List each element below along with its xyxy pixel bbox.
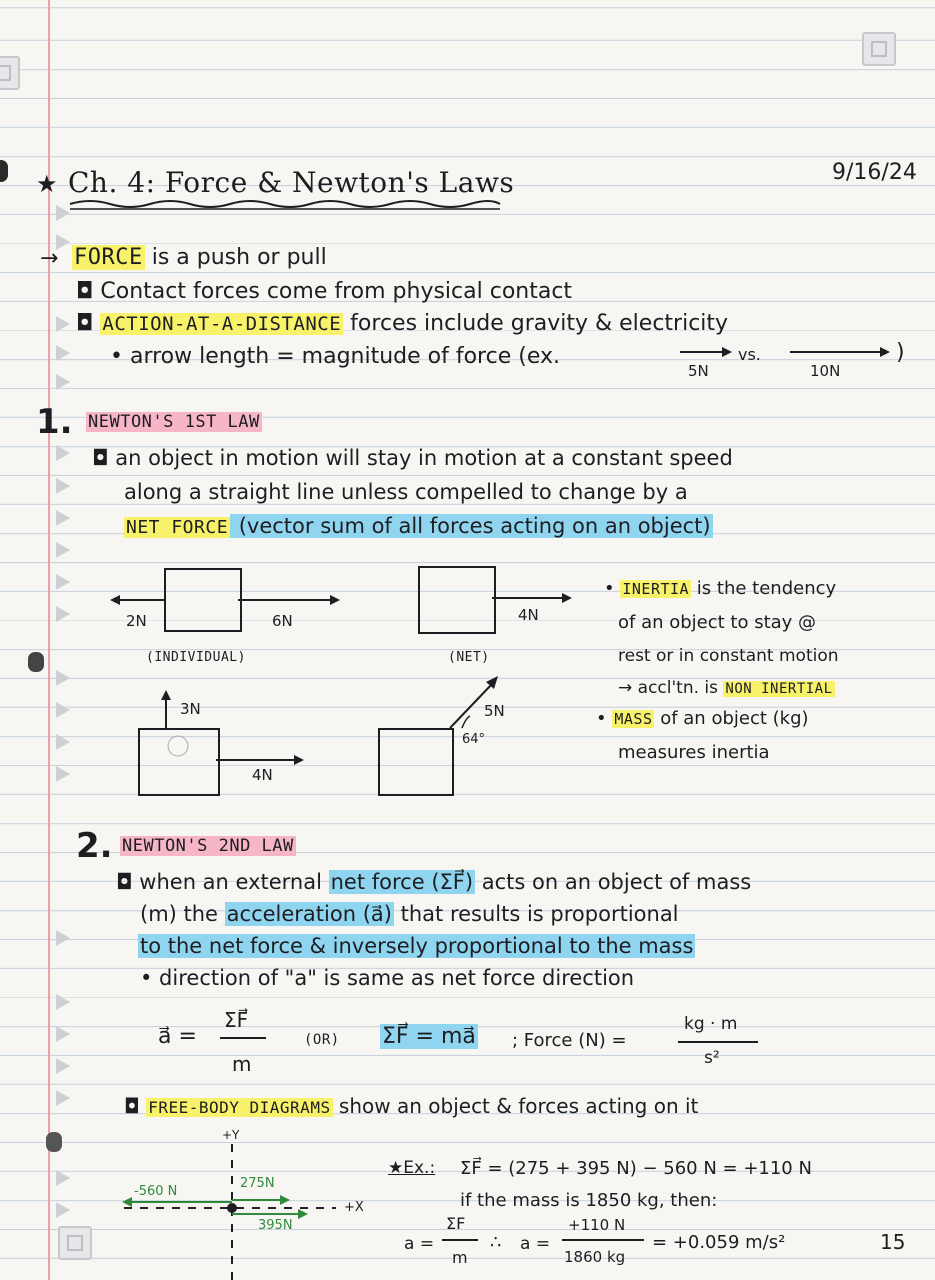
net-force-definition: (vector sum of all forces acting on an object) [232, 514, 711, 538]
arrow-icon: → [40, 246, 59, 271]
force-label-275: 275N [240, 1176, 275, 1191]
mass-definition: of an object (kg) [654, 708, 809, 729]
inertia-definition: is the tendency [691, 578, 837, 599]
example-result: = +0.059 m/s² [652, 1232, 786, 1253]
example-line1: ΣF⃗ = (275 + 395 N) − 560 N = +110 N [460, 1158, 812, 1179]
force-label-6n: 6N [272, 612, 293, 630]
example-label: ★Ex.: [388, 1158, 436, 1178]
force-label-2n: 2N [126, 612, 147, 630]
angle-label-64: 64° [462, 732, 486, 747]
section-number-2: 2. [76, 826, 113, 866]
arrow-length-bullet: • arrow length = magnitude of force (ex. [110, 344, 560, 369]
net-force-term: net force (ΣF⃗) [330, 870, 474, 894]
star-icon: ★ [36, 170, 58, 198]
force-term: FORCE [74, 245, 143, 270]
force-units-numerator: kg · m [684, 1014, 738, 1034]
checkbox-icon: ◘ [124, 1094, 140, 1118]
section-number-1: 1. [36, 402, 73, 442]
example-a2-lhs: a = [520, 1234, 551, 1254]
net-caption: (NET) [448, 650, 490, 665]
example-a2-denominator: 1860 kg [564, 1248, 626, 1266]
law1-heading-text: NEWTON'S 1ST LAW [88, 412, 260, 432]
equation-alt-text: ΣF⃗ = ma⃗ [382, 1024, 476, 1049]
bullet-icon: • [596, 708, 607, 729]
force-units-denominator: s² [704, 1048, 720, 1068]
law2-line2-pre: (m) the [140, 902, 225, 926]
law2-line1-pre: ◘ when an external [116, 870, 329, 894]
page-number: 15 [880, 1230, 906, 1254]
fbd-definition: show an object & forces acting on it [332, 1094, 699, 1118]
page-title: Ch. 4: Force & Newton's Laws [68, 166, 515, 199]
example-a-lhs: a = [404, 1234, 435, 1254]
law2-line2-rest: that results is proportional [393, 902, 679, 926]
law1-line1: ◘ an object in motion will stay in motion at a constant speed [92, 446, 733, 470]
force-label-5n: 5N [484, 702, 505, 720]
date-label: 9/16/24 [832, 160, 917, 185]
force-label-minus-560: -560 N [134, 1184, 178, 1199]
inertia-term: INERTIA [622, 580, 690, 598]
law1-line2: along a straight line unless compelled to change by a [124, 480, 688, 504]
force-units-label: ; Force (N) = [512, 1030, 627, 1051]
acceleration-term: acceleration (a⃗) [226, 902, 392, 926]
vs-label: vs. [738, 345, 761, 364]
law2-line4: • direction of "a" is same as net force direction [140, 966, 635, 990]
example-label-10n: 10N [810, 362, 841, 380]
example-a-denominator: m [452, 1248, 468, 1267]
force-label-395: 395N [258, 1218, 293, 1233]
net-force-term: NET FORCE [126, 517, 229, 538]
law2-line3-text: to the net force & inversely proportional to the mass [140, 934, 694, 958]
law2-heading-text: NEWTON'S 2ND LAW [122, 836, 294, 856]
action-at-distance-term: ACTION-AT-A-DISTANCE [102, 313, 342, 335]
axis-y-label: +Y [222, 1128, 240, 1142]
law2-line1-rest: acts on an object of mass [475, 870, 752, 894]
equation-a-numerator: ΣF⃗ [224, 1008, 249, 1032]
or-label: (OR) [304, 1032, 340, 1048]
force-label-3n: 3N [180, 700, 201, 718]
example-a2-numerator: +110 N [568, 1216, 626, 1234]
fbd-term: FREE-BODY DIAGRAMS [148, 1098, 331, 1117]
individual-caption: (INDIVIDUAL) [146, 650, 246, 665]
mass-term: MASS [614, 710, 653, 728]
force-label-4n: 4N [252, 766, 273, 784]
checkbox-icon: ◘ [76, 311, 94, 336]
axis-x-label: +X [344, 1200, 364, 1215]
close-paren: ) [896, 340, 905, 365]
example-a-numerator: ΣF [446, 1214, 466, 1233]
inertia-line3: rest or in constant motion [618, 646, 839, 666]
equation-a-lhs: a⃗ = [158, 1024, 197, 1049]
force-label-4n-net: 4N [518, 606, 539, 624]
non-inertial-term: NON INERTIAL [725, 681, 833, 697]
bullet-icon: • [604, 578, 615, 599]
force-definition: is a push or pull [144, 245, 327, 270]
action-at-distance-definition: forces include gravity & electricity [343, 311, 729, 336]
inertia-line2: of an object to stay @ [618, 612, 817, 633]
mass-line2: measures inertia [618, 742, 770, 763]
acceleration-note: → accl'tn. is [618, 678, 724, 698]
equation-a-denominator: m [232, 1052, 252, 1076]
therefore-symbol: ∴ [490, 1232, 502, 1253]
contact-forces-bullet: ◘ Contact forces come from physical contact [76, 279, 573, 304]
example-line2: if the mass is 1850 kg, then: [460, 1190, 718, 1211]
example-label-5n: 5N [688, 362, 709, 380]
